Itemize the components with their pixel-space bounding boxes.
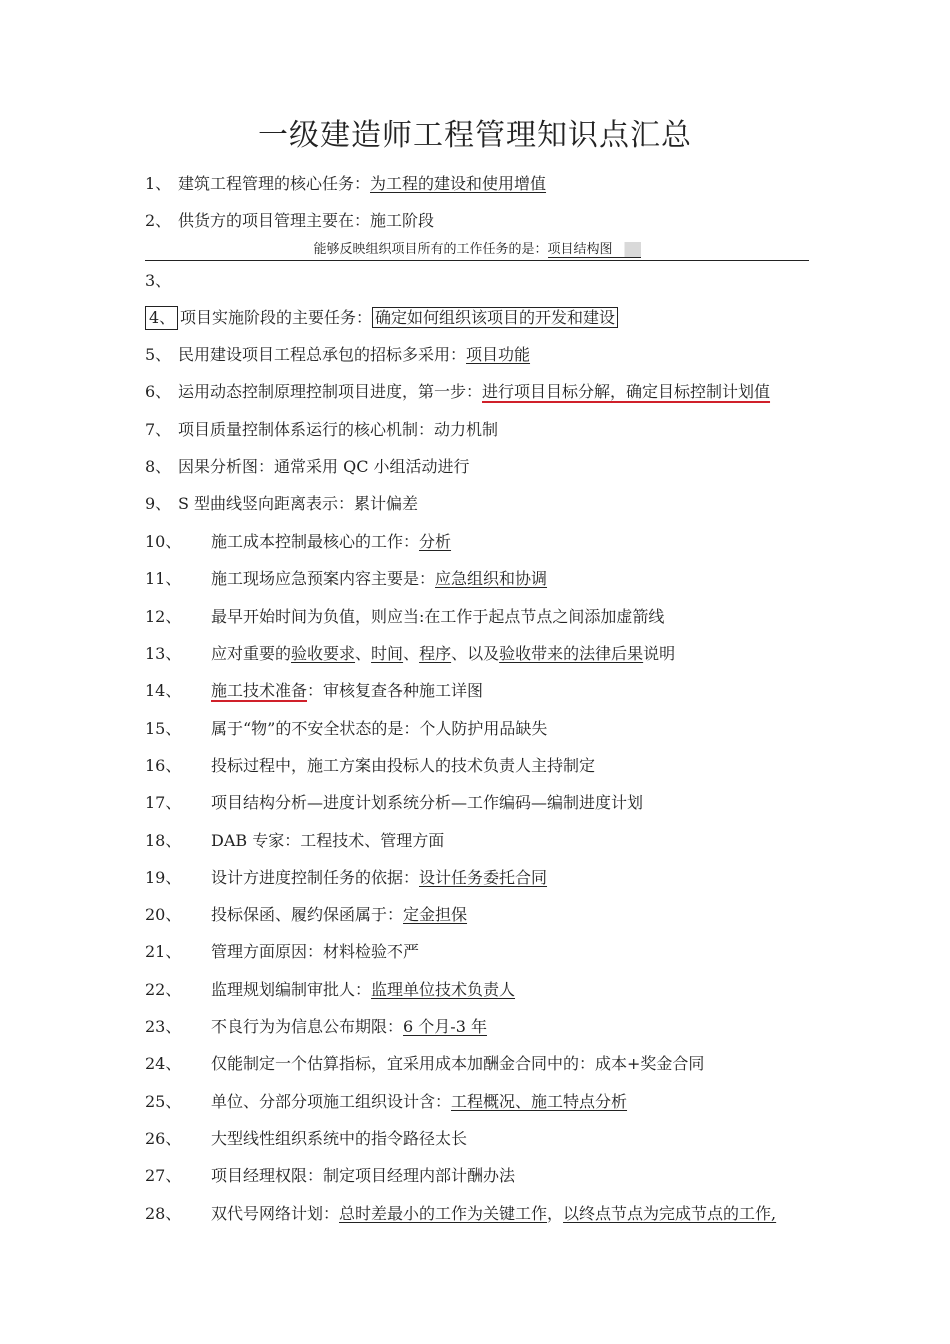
item-text: 属于“物”的不安全状态的是：个人防护用品缺失 — [211, 719, 548, 738]
item-number: 25、 — [145, 1092, 182, 1111]
note-line — [145, 240, 809, 261]
list-item — [145, 210, 434, 232]
item-text: 民用建设项目工程总承包的招标多采用： — [178, 345, 467, 364]
item-text: 、 — [403, 644, 420, 663]
list-item — [145, 1165, 515, 1187]
item-number: 3、 — [145, 271, 172, 290]
item-text: 项目经理权限：制定项目经理内部计酬办法 — [211, 1166, 516, 1185]
list-item — [145, 270, 178, 292]
list-item — [145, 531, 451, 553]
item-number: 14、 — [145, 681, 182, 700]
item-number: 15、 — [145, 719, 182, 738]
item-number: 23、 — [145, 1017, 182, 1036]
item-answer: 定金担保 — [403, 905, 468, 924]
item-text: 施工现场应急预案内容主要是： — [211, 569, 436, 588]
list-item — [145, 1203, 776, 1225]
item-text: 、 — [355, 644, 372, 663]
item-answer: 分析 — [419, 532, 452, 551]
list-item — [145, 606, 664, 628]
item-number: 7、 — [145, 420, 172, 439]
item-number: 13、 — [145, 644, 182, 663]
item-text: 运用动态控制原理控制项目进度，第一步： — [178, 382, 483, 401]
item-answer: 项目功能 — [466, 345, 531, 364]
item-text: 投标保函、履约保函属于： — [211, 905, 404, 924]
list-item — [145, 792, 643, 814]
list-item — [145, 381, 770, 403]
item-text: S 型曲线竖向距离表示：累计偏差 — [178, 494, 419, 513]
item-text: 设计方进度控制任务的依据： — [211, 868, 420, 887]
item-text: 应对重要的 — [211, 644, 292, 663]
item-number: 12、 — [145, 607, 182, 626]
note-answer: 项目结构图 — [548, 242, 641, 258]
item-text: ：审核复查各种施工详图 — [307, 681, 484, 700]
item-text: DAB 专家：工程技术、管理方面 — [211, 831, 445, 850]
item-text: 管理方面原因：材料检验不严 — [211, 942, 420, 961]
list-item — [145, 456, 470, 478]
list-item — [145, 1016, 487, 1038]
item-text: 施工成本控制最核心的工作： — [211, 532, 420, 551]
item-text: 说明 — [643, 644, 676, 663]
item-number: 6、 — [145, 382, 172, 401]
item-text: 不良行为为信息公布期限： — [211, 1017, 404, 1036]
item-answer: 确定如何组织该项目的开发和建设 — [372, 307, 618, 328]
list-item — [145, 419, 498, 441]
item-number: 11、 — [145, 569, 182, 588]
list-item — [145, 904, 467, 926]
item-answer: 验收要求 — [291, 644, 356, 663]
item-number: 9、 — [145, 494, 172, 513]
item-text: 投标过程中，施工方案由投标人的技术负责人主持制定 — [211, 756, 596, 775]
item-text: ， — [547, 1204, 564, 1223]
item-answer: 进行项目目标分解，确定目标控制计划值 — [482, 382, 771, 401]
item-number: 24、 — [145, 1054, 182, 1073]
document-title: 一级建造师工程管理知识点汇总 — [258, 118, 692, 153]
item-answer: 程序 — [419, 644, 452, 663]
item-answer: 监理单位技术负责人 — [371, 980, 516, 999]
list-item — [145, 1128, 467, 1150]
item-number: 5、 — [145, 345, 172, 364]
item-number: 28、 — [145, 1204, 182, 1223]
item-answer: 设计任务委托合同 — [419, 868, 548, 887]
item-text: 单位、分部分项施工组织设计含： — [211, 1092, 452, 1111]
item-text: 项目结构分析—进度计划系统分析—工作编码—编制进度计划 — [211, 793, 644, 812]
list-item — [145, 1053, 704, 1075]
item-number: 19、 — [145, 868, 182, 887]
item-answer: 工程概况、施工特点分析 — [451, 1092, 628, 1111]
item-answer: 为工程的建设和使用增值 — [370, 174, 547, 193]
item-number: 2、 — [145, 211, 172, 230]
item-number: 26、 — [145, 1129, 182, 1148]
item-text: 大型线性组织系统中的指令路径太长 — [211, 1129, 468, 1148]
item-answer: 验收带来的法律后果 — [499, 644, 644, 663]
list-item — [145, 979, 515, 1001]
list-item — [145, 1091, 627, 1113]
item-number: 16、 — [145, 756, 182, 775]
item-number: 8、 — [145, 457, 172, 476]
list-item — [145, 344, 530, 366]
item-number: 27、 — [145, 1166, 182, 1185]
item-text: 监理规划编制审批人： — [211, 980, 372, 999]
item-number: 20、 — [145, 905, 182, 924]
item-number: 22、 — [145, 980, 182, 999]
item-answer: 时间 — [371, 644, 404, 663]
item-answer: 总时差最小的工作为关键工作 — [339, 1204, 548, 1223]
item-number: 1、 — [145, 174, 172, 193]
item-text: 双代号网络计划： — [211, 1204, 340, 1223]
list-item — [145, 755, 595, 777]
item-number: 21、 — [145, 942, 182, 961]
list-item — [145, 493, 418, 515]
list-item — [145, 568, 547, 590]
item-text: 项目实施阶段的主要任务： — [180, 308, 373, 327]
item-text: 供货方的项目管理主要在：施工阶段 — [178, 211, 435, 230]
list-item — [145, 306, 618, 330]
item-text: 、以及 — [451, 644, 500, 663]
list-item — [145, 643, 675, 665]
note-text: 能够反映组织项目所有的工作任务的是： — [313, 242, 548, 257]
item-text: 项目质量控制体系运行的核心机制：动力机制 — [178, 420, 499, 439]
item-text: 仅能制定一个估算指标，宜采用成本加酬金合同中的：成本+奖金合同 — [211, 1054, 705, 1073]
list-item — [145, 867, 547, 889]
item-number: 18、 — [145, 831, 182, 850]
item-text: 建筑工程管理的核心任务： — [178, 174, 371, 193]
list-item — [145, 173, 546, 195]
item-text: 最早开始时间为负值，则应当:在工作于起点节点之间添加虚箭线 — [211, 607, 665, 626]
item-answer: 6 个月-3 年 — [403, 1017, 487, 1036]
list-item — [145, 718, 547, 740]
item-answer: 施工技术准备 — [211, 681, 308, 700]
item-number: 17、 — [145, 793, 182, 812]
item-number: 4、 — [145, 306, 178, 330]
item-answer: 以终点节点为完成节点的工作, — [563, 1204, 777, 1223]
list-item — [145, 680, 483, 702]
item-answer: 应急组织和协调 — [435, 569, 548, 588]
item-number: 10、 — [145, 532, 182, 551]
list-item — [145, 830, 444, 852]
item-text: 因果分析图：通常采用 QC 小组活动进行 — [178, 457, 470, 476]
list-item — [145, 941, 419, 963]
